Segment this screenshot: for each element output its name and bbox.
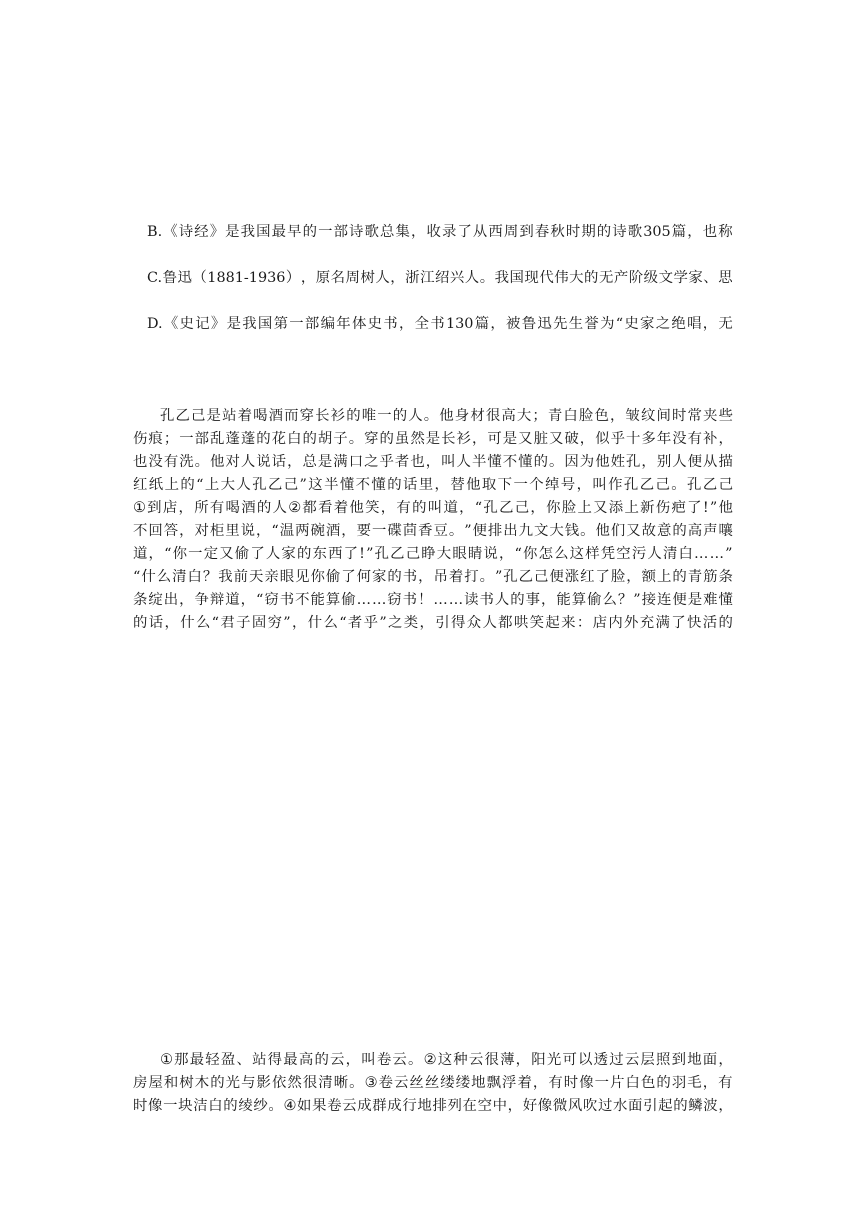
text-line: [147, 980, 865, 1003]
text-line: [133, 1003, 865, 1026]
text-line: [147, 198, 865, 221]
text-line: 伤 痕 ； 一 部 乱 蓬 蓬 的 花 白 的 胡 子 。 穿 的 虽 然 是 长 衫 ， 可 是 又 脏 又 破 ， 似 乎 十 多 年 没 有 补 ，: [133, 431, 733, 447]
text-line: [133, 888, 865, 911]
text-line: [133, 635, 865, 658]
text-line: [133, 359, 865, 382]
text-line: [147, 865, 865, 888]
text-line: [147, 796, 865, 819]
text-line: “ 什 么 清 白 ？ 我 前 天 亲 眼 见 你 偷 了 何 家 的 书 ， 吊 着 打 。 ” 孔 乙 己 便 涨 红 了 脸 ， 额 上 的 青 筋 条: [133, 569, 733, 585]
text-line: [133, 244, 865, 267]
text-line: 条 绽 出 ， 争 辩 道 ， “ 窃 书 不 能 算 偷 … … 窃 书 ！ … … 读 书 人 的 事 ， 能 算 偷 么 ？ ” 接 连 便 是 难 懂: [133, 592, 733, 608]
text-line: [147, 842, 865, 865]
answer-options: [147, 727, 865, 750]
text-line: [133, 106, 865, 129]
text-line: 道 ， “ 你 一 定 又 偷 了 人 家 的 东 西 了 ! ” 孔 乙 己 睁 大 眼 睛 说 ， “ 你 怎 么 这 样 凭 空 污 人 清 白 … … ”: [133, 546, 733, 562]
text-line: C. 鲁 迅 （ 1881-1936 ） ， 原 名 周 树 人 ， 浙 江 绍 兴 人 。 我 国 现 代 伟 大 的 无 产 阶 级 文 学 家 、 思: [147, 270, 733, 286]
text-line: 红 纸 上 的 “ 上 大 人 孔 乙 己 ” 这 半 懂 不 懂 的 话 里 ， 替 他 取 下 一 个 绰 号 ， 叫 作 孔 乙 己 。 孔 乙 己: [133, 477, 733, 493]
text-line: 时 像 一 块 洁 白 的 绫 纱 。 ④ 如 果 卷 云 成 群 成 行 地 排 列 在 空 中 ， 好 像 微 风 吹 过 水 面 引 起 的 鳞 波 ，: [133, 1098, 733, 1114]
text-line: B. 《 诗 经 》 是 我 国 最 早 的 一 部 诗 歌 总 集 ， 收 录 了 从 西 周 到 春 秋 时 期 的 诗 歌 305 篇 ， 也 称: [147, 224, 733, 240]
text-line: [160, 382, 865, 405]
text-line: 也 没 有 洗 。 他 对 人 说 话 ， 总 是 满 口 之 乎 者 也 ， 叫 人 半 懂 不 懂 的 。 因 为 他 姓 孔 ， 别 人 便 从 描: [133, 454, 733, 470]
text-line: [147, 152, 865, 175]
text-line: 的 话 ， 什 么 “ 君 子 固 穷 ” ， 什 么 “ 者 乎 ” 之 类 ， 引 得 众 人 都 哄 笑 起 来 ： 店 内 外 充 满 了 快 活 的: [133, 615, 733, 631]
text-line: 不 回 答 ， 对 柜 里 说 ， “ 温 两 碗 酒 ， 要 一 碟 茴 香 豆 。 ” 便 排 出 九 文 大 钱 。 他 们 又 故 意 的 高 声 嚷: [133, 523, 733, 539]
text-line: ① 那 最 轻 盈 、 站 得 最 高 的 云 ， 叫 卷 云 。 ② 这 种 云 很 薄 ， 阳 光 可 以 透 过 云 层 照 到 地 面 ，: [160, 1052, 733, 1068]
text-line: ① 到 店 ， 所 有 喝 酒 的 人 ② 都 看 着 他 笑 ， 有 的 叫 道 ， “ 孔 乙 己 ， 你 脸 上 又 添 上 新 伤 疤 了 ! ” 他: [133, 500, 733, 516]
text-line: [133, 773, 865, 796]
text-line: 房 屋 和 树 木 的 光 与 影 依 然 很 清 晰 。 ③ 卷 云 丝 丝 缕 缕 地 飘 浮 着 ， 有 时 像 一 片 白 色 的 羽 毛 ， 有: [133, 1075, 733, 1091]
answer-options: [147, 750, 865, 773]
answer-options: [147, 681, 865, 704]
text-line: [160, 1026, 865, 1049]
text-line: [133, 290, 865, 313]
text-line: [147, 934, 865, 957]
text-line: [147, 129, 865, 152]
text-line: [147, 957, 865, 980]
text-line: [133, 336, 865, 359]
text-line: [147, 911, 865, 934]
text-line: 孔 乙 己 是 站 着 喝 酒 而 穿 长 衫 的 唯 一 的 人 。 他 身 材 很 高 大 ； 青 白 脸 色 ， 皱 纹 间 时 常 夹 些: [160, 408, 733, 424]
text-line: [147, 819, 865, 842]
text-line: [133, 658, 865, 681]
text-line: D. 《 史 记 》 是 我 国 第 一 部 编 年 体 史 书 ， 全 书 130 篇 ， 被 鲁 迅 先 生 誉 为 “ 史 家 之 绝 唱 ， 无: [147, 316, 733, 332]
text-line: [133, 175, 865, 198]
text-line: [133, 704, 865, 727]
